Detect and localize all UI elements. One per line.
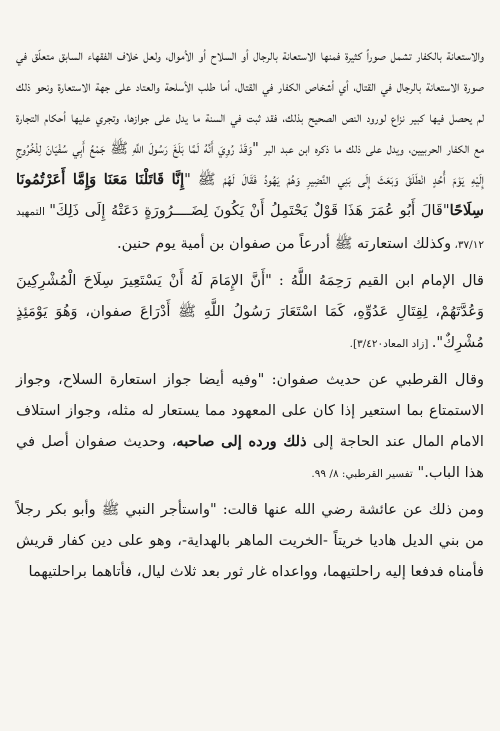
bold-phrase: ذلك ورده إلى صاحبه [176,433,307,450]
paragraph-3 [16,364,484,490]
quoted-hadith: "وَقَدْ رُوِيَ أَنَّهُ لَمَّا بَلَغَ رَسُولَ اللَّهِ ﷺ جَمْعُ أَبِي سُفْيَانَ لِلْخُرُوجِ إِلَيْهِ يَوْمَ أُحُدٍ انْطَلَقَ وَبَعَثَ إِلَى بَنِي النَّضِيرِ وَهُمْ يَهُودُ فَقَالَ لَهُمْ ﷺ " [16,140,484,188]
text-segment: والاستعانة بالكفار تشمل صوراً كثيرة فمنها الاستعانة بالرجال أو السلاح أو الأموال، ولعل خلاف الفقهاء السابق متعلّق في صورة الاستعانة بالرجال في القتال، أي أشخاص الكفار في القتال، أما طلب الأسلحة والعتاد على جهة الاستعارة ونحو ذلك لم يحصل فيها كبير نزاع لورود النص الصحيح بذلك، فقد ثبت في السنة ما يدل على جوازها، وتجري عليها أحكام التجارة مع الكفار الحربيين، ويدل على ذلك ما ذكره ابن عبد البر [16,47,484,157]
citation: تفسير القرطبي: ٨/ ٩٩. [311,468,413,480]
citation: التمهيد ٣٧/١٢، [16,206,484,251]
quoted-hadith: "قَالَ أَبُو عُمَرَ هَذَا قَوْلٌ يَحْتَمِلُ أَنْ يَكُونَ لِضَــــرُورَةٍ دَعَتْهُ إِلَى ذَلِكَ" [49,202,450,219]
quoted-text: "أَنَّ الإِمَامَ لَهُ أَنْ يَسْتَعِيرَ سِلَاحَ الْمُشْرِكِينَ وَعُدَّتَهُمْ، لِقِتَالِ عَدُوِّهِ، كَمَا اسْتَعَارَ رَسُولُ اللَّهِ ﷺ أَدْرَاعَ صفوان، وَهُوَ يَوْمَئِذٍ مُشْرِكٌ". [16,272,484,351]
text-segment: ومن ذلك عن عائشة رضي الله عنها قالت: "واستأجر النبي ﷺ وأبو بكر رجلاً من بني الديل هاديا خريتاً -الخريت الماهر بالهداية-، وهو على دين كفار قريش فأمناه فدفعا إليه راحلتيهما، وواعداه غار ثور بعد ثلاث ليال، فأتاهما براحلتيهما [16,501,484,580]
text-segment: وكذلك استعارته ﷺ أدرعاً من صفوان بن أمية يوم حنين. [117,235,452,252]
text-segment: وقال القرطبي عن حديث صفوان: "وفيه أيضا جواز استعارة السلاح، وجواز الاستمتاع بما استعير إذا كان على المعهود مما يستعار له مثله، وجواز استلاف الامام المال عند الحاجة إلى [16,371,484,450]
text-segment: قال الإمام ابن القيم رَحِمَهُ اللَّهُ : [271,272,484,289]
bold-quote: إِنَّا قَاتَلْنَا مَعَنَا وَإِمَّا أَعَرْتُمُونَا سِلَاحًا [16,171,484,219]
citation: [زاد المعاد٣/٤٢٠]. [349,338,432,350]
text-segment: ، وحديث صفوان أصل في هذا الباب." [16,433,484,481]
paragraph-4 [16,494,484,587]
paragraph-1 [16,40,484,261]
paragraph-2 [16,265,484,360]
